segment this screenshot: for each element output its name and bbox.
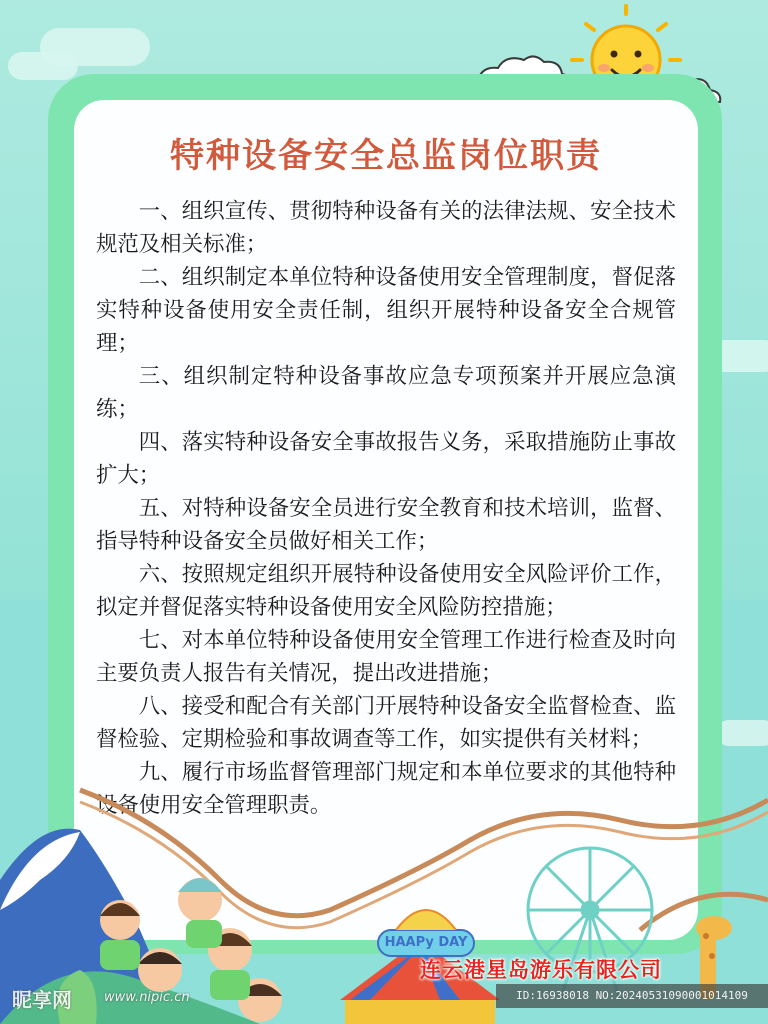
duty-item: 四、落实特种设备安全事故报告义务，采取措施防止事故扩大； bbox=[96, 430, 676, 488]
duty-list bbox=[96, 195, 676, 822]
watermark-url: www.nipic.cn bbox=[104, 990, 190, 1005]
duty-item: 七、对本单位特种设备使用安全管理工作进行检查及时向主要负责人报告有关情况，提出改进措施； bbox=[96, 628, 676, 686]
duty-item: 五、对特种设备安全员进行安全教育和技术培训，监督、指导特种设备安全员做好相关工作； bbox=[96, 496, 676, 554]
cloud-icon bbox=[716, 720, 768, 746]
watermark-logo: 昵享网 bbox=[12, 988, 72, 1012]
carousel-sign: HAAPy DAY bbox=[384, 935, 468, 950]
duty-item: 二、组织制定本单位特种设备使用安全管理制度，督促落实特种设备使用安全责任制，组织开展特种设备安全合规管理； bbox=[96, 265, 676, 356]
company-name: 连云港星岛游乐有限公司 bbox=[420, 958, 662, 982]
duty-item: 一、组织宣传、贯彻特种设备有关的法律法规、安全技术规范及相关标准； bbox=[96, 199, 676, 257]
duty-item: 三、组织制定特种设备事故应急专项预案并开展应急演练； bbox=[96, 364, 676, 422]
image-id-bar: ID:16938018 NO:20240531090001014109 bbox=[496, 984, 768, 1008]
duty-item: 八、接受和配合有关部门开展特种设备安全监督检查、监督检验、定期检验和事故调查等工作，如实提供有关材料； bbox=[96, 694, 676, 752]
duty-item: 九、履行市场监督管理部门规定和本单位要求的其他特种设备使用安全管理职责。 bbox=[96, 760, 676, 818]
duty-item: 六、按照规定组织开展特种设备使用安全风险评价工作，拟定并督促落实特种设备使用安全风险防控措施； bbox=[96, 562, 676, 620]
poster-title: 特种设备安全总监岗位职责 bbox=[170, 136, 602, 176]
